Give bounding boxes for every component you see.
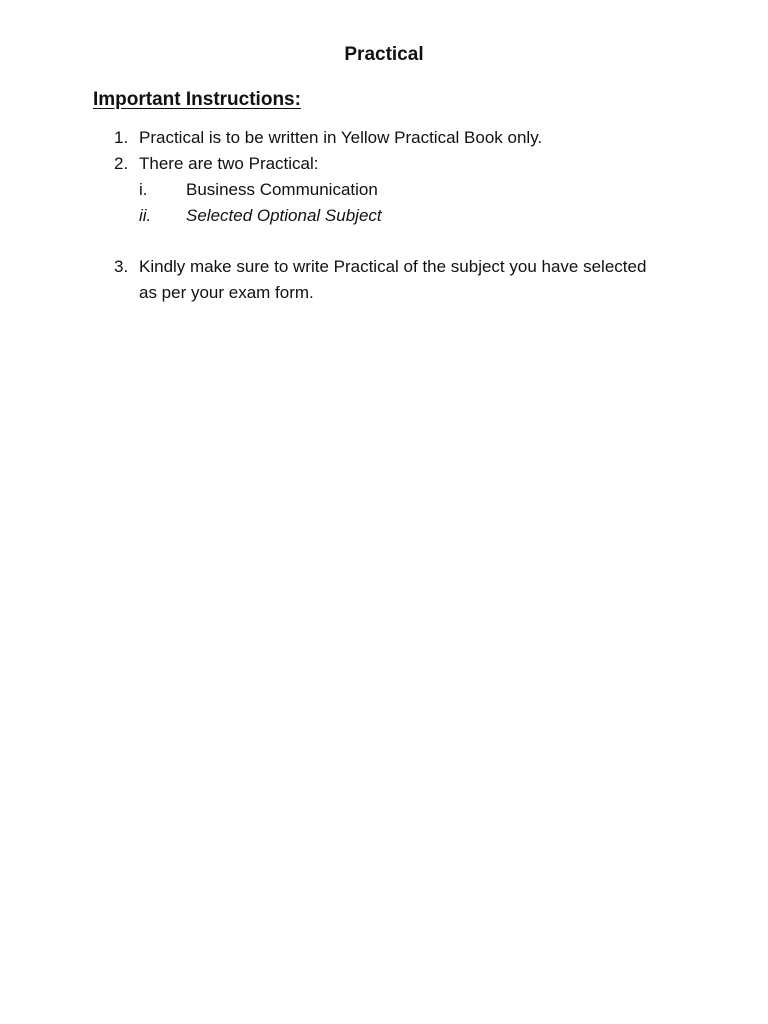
list-item-number: 1. bbox=[114, 128, 129, 147]
list-item-number: 3. bbox=[114, 257, 129, 276]
sub-list-item-number: i. bbox=[139, 180, 148, 199]
sub-list-item-text: Business Communication bbox=[186, 180, 378, 199]
list-item-text: There are two Practical: bbox=[139, 154, 319, 173]
list-item-number: 2. bbox=[114, 154, 129, 173]
page-title: Practical bbox=[344, 44, 424, 65]
list-item-text: Kindly make sure to write Practical of the subject you have selected as per your exam form. bbox=[139, 257, 647, 302]
list-item-text: Practical is to be written in Yellow Practical Book only. bbox=[139, 128, 543, 147]
instructions-heading: Important Instructions: bbox=[93, 89, 301, 110]
sub-list-item-number: ii. bbox=[139, 206, 152, 225]
sub-list-item-text: Selected Optional Subject bbox=[186, 206, 382, 225]
